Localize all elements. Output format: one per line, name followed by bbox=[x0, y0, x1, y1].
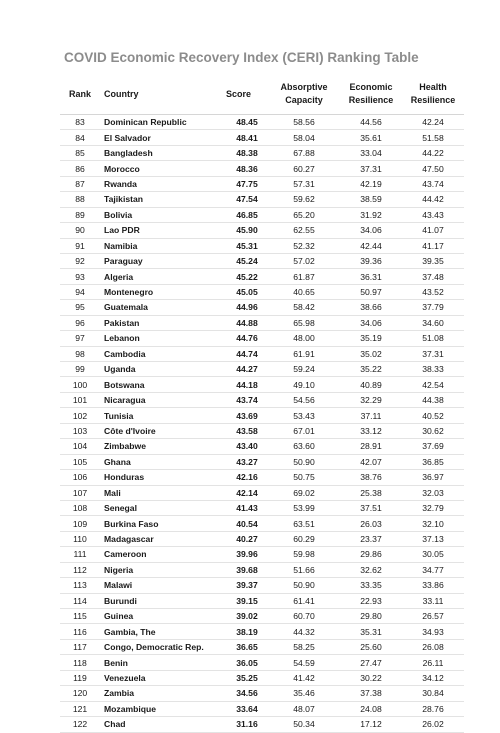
cell-score: 33.64 bbox=[226, 701, 268, 716]
cell-economic-resilience: 37.11 bbox=[340, 408, 402, 423]
cell-country: Côte d'Ivoire bbox=[100, 423, 226, 438]
table-header bbox=[60, 74, 464, 115]
cell-absorptive-capacity: 59.62 bbox=[268, 192, 340, 207]
table-row bbox=[60, 392, 464, 407]
table-row bbox=[60, 284, 464, 299]
cell-absorptive-capacity: 53.43 bbox=[268, 408, 340, 423]
cell-rank: 114 bbox=[60, 593, 100, 608]
cell-absorptive-capacity: 67.88 bbox=[268, 145, 340, 160]
cell-health-resilience: 32.03 bbox=[402, 485, 464, 500]
cell-economic-resilience: 17.12 bbox=[340, 717, 402, 732]
table-row bbox=[60, 346, 464, 361]
table-row bbox=[60, 300, 464, 315]
cell-rank: 120 bbox=[60, 686, 100, 701]
cell-economic-resilience: 33.04 bbox=[340, 145, 402, 160]
cell-health-resilience: 41.07 bbox=[402, 223, 464, 238]
cell-rank: 115 bbox=[60, 609, 100, 624]
cell-score: 39.02 bbox=[226, 609, 268, 624]
cell-economic-resilience: 25.60 bbox=[340, 639, 402, 654]
table-row bbox=[60, 500, 464, 515]
cell-score: 34.56 bbox=[226, 686, 268, 701]
table-row bbox=[60, 253, 464, 268]
cell-health-resilience: 37.69 bbox=[402, 439, 464, 454]
cell-score: 42.16 bbox=[226, 470, 268, 485]
cell-absorptive-capacity: 44.32 bbox=[268, 624, 340, 639]
cell-absorptive-capacity: 40.65 bbox=[268, 284, 340, 299]
cell-country: Ghana bbox=[100, 454, 226, 469]
cell-health-resilience: 51.08 bbox=[402, 331, 464, 346]
cell-health-resilience: 33.86 bbox=[402, 578, 464, 593]
table-row bbox=[60, 331, 464, 346]
cell-country: Dominican Republic bbox=[100, 115, 226, 130]
cell-absorptive-capacity: 60.29 bbox=[268, 531, 340, 546]
table-title: COVID Economic Recovery Index (CERI) Ranking Table bbox=[64, 50, 419, 65]
cell-economic-resilience: 38.66 bbox=[340, 300, 402, 315]
cell-score: 40.54 bbox=[226, 516, 268, 531]
cell-rank: 118 bbox=[60, 655, 100, 670]
cell-score: 48.41 bbox=[226, 130, 268, 145]
cell-absorptive-capacity: 67.01 bbox=[268, 423, 340, 438]
table-row bbox=[60, 377, 464, 392]
cell-country: Morocco bbox=[100, 161, 226, 176]
cell-economic-resilience: 40.89 bbox=[340, 377, 402, 392]
cell-health-resilience: 28.76 bbox=[402, 701, 464, 716]
cell-health-resilience: 42.54 bbox=[402, 377, 464, 392]
cell-country: Bolivia bbox=[100, 207, 226, 222]
cell-absorptive-capacity: 65.20 bbox=[268, 207, 340, 222]
table-row bbox=[60, 238, 464, 253]
cell-absorptive-capacity: 51.66 bbox=[268, 562, 340, 577]
cell-absorptive-capacity: 69.02 bbox=[268, 485, 340, 500]
table-row bbox=[60, 130, 464, 145]
cell-economic-resilience: 26.03 bbox=[340, 516, 402, 531]
cell-economic-resilience: 42.19 bbox=[340, 176, 402, 191]
cell-economic-resilience: 37.38 bbox=[340, 686, 402, 701]
cell-health-resilience: 37.13 bbox=[402, 531, 464, 546]
cell-economic-resilience: 27.47 bbox=[340, 655, 402, 670]
table-row bbox=[60, 315, 464, 330]
cell-score: 39.96 bbox=[226, 547, 268, 562]
cell-rank: 121 bbox=[60, 701, 100, 716]
cell-health-resilience: 38.33 bbox=[402, 362, 464, 377]
cell-health-resilience: 37.79 bbox=[402, 300, 464, 315]
cell-rank: 111 bbox=[60, 547, 100, 562]
cell-economic-resilience: 32.62 bbox=[340, 562, 402, 577]
cell-health-resilience: 42.24 bbox=[402, 115, 464, 130]
cell-rank: 99 bbox=[60, 362, 100, 377]
cell-health-resilience: 34.77 bbox=[402, 562, 464, 577]
table-row bbox=[60, 624, 464, 639]
cell-country: Congo, Democratic Rep. bbox=[100, 639, 226, 654]
cell-country: Bangladesh bbox=[100, 145, 226, 160]
cell-score: 47.54 bbox=[226, 192, 268, 207]
cell-country: Mozambique bbox=[100, 701, 226, 716]
cell-rank: 105 bbox=[60, 454, 100, 469]
table-row bbox=[60, 531, 464, 546]
cell-economic-resilience: 24.08 bbox=[340, 701, 402, 716]
cell-rank: 101 bbox=[60, 392, 100, 407]
cell-health-resilience: 26.08 bbox=[402, 639, 464, 654]
cell-rank: 113 bbox=[60, 578, 100, 593]
cell-rank: 83 bbox=[60, 115, 100, 130]
cell-absorptive-capacity: 62.55 bbox=[268, 223, 340, 238]
cell-absorptive-capacity: 41.42 bbox=[268, 670, 340, 685]
cell-economic-resilience: 34.06 bbox=[340, 315, 402, 330]
table-row bbox=[60, 362, 464, 377]
cell-score: 45.22 bbox=[226, 269, 268, 284]
cell-economic-resilience: 32.29 bbox=[340, 392, 402, 407]
cell-score: 48.38 bbox=[226, 145, 268, 160]
cell-health-resilience: 44.42 bbox=[402, 192, 464, 207]
cell-absorptive-capacity: 50.34 bbox=[268, 717, 340, 732]
cell-rank: 84 bbox=[60, 130, 100, 145]
table-row bbox=[60, 578, 464, 593]
cell-score: 44.74 bbox=[226, 346, 268, 361]
cell-country: Mali bbox=[100, 485, 226, 500]
cell-absorptive-capacity: 49.10 bbox=[268, 377, 340, 392]
cell-economic-resilience: 44.56 bbox=[340, 115, 402, 130]
cell-absorptive-capacity: 48.07 bbox=[268, 701, 340, 716]
cell-absorptive-capacity: 35.46 bbox=[268, 686, 340, 701]
cell-absorptive-capacity: 57.31 bbox=[268, 176, 340, 191]
cell-economic-resilience: 39.36 bbox=[340, 253, 402, 268]
cell-rank: 117 bbox=[60, 639, 100, 654]
cell-economic-resilience: 28.91 bbox=[340, 439, 402, 454]
cell-health-resilience: 26.02 bbox=[402, 717, 464, 732]
table-row bbox=[60, 115, 464, 130]
cell-health-resilience: 51.58 bbox=[402, 130, 464, 145]
cell-health-resilience: 36.85 bbox=[402, 454, 464, 469]
cell-absorptive-capacity: 54.59 bbox=[268, 655, 340, 670]
cell-economic-resilience: 30.22 bbox=[340, 670, 402, 685]
cell-score: 36.05 bbox=[226, 655, 268, 670]
cell-health-resilience: 30.05 bbox=[402, 547, 464, 562]
table-row bbox=[60, 145, 464, 160]
cell-country: Honduras bbox=[100, 470, 226, 485]
cell-country: Lebanon bbox=[100, 331, 226, 346]
cell-score: 45.31 bbox=[226, 238, 268, 253]
cell-health-resilience: 32.10 bbox=[402, 516, 464, 531]
cell-score: 44.76 bbox=[226, 331, 268, 346]
cell-health-resilience: 30.84 bbox=[402, 686, 464, 701]
cell-score: 44.18 bbox=[226, 377, 268, 392]
cell-country: Guinea bbox=[100, 609, 226, 624]
table-row bbox=[60, 223, 464, 238]
cell-country: Pakistan bbox=[100, 315, 226, 330]
table-row bbox=[60, 547, 464, 562]
cell-country: Burundi bbox=[100, 593, 226, 608]
cell-country: Cambodia bbox=[100, 346, 226, 361]
header-country: Country bbox=[100, 74, 226, 115]
cell-rank: 100 bbox=[60, 377, 100, 392]
cell-score: 44.96 bbox=[226, 300, 268, 315]
cell-rank: 110 bbox=[60, 531, 100, 546]
table-row bbox=[60, 269, 464, 284]
cell-economic-resilience: 42.44 bbox=[340, 238, 402, 253]
cell-country: Paraguay bbox=[100, 253, 226, 268]
cell-score: 43.58 bbox=[226, 423, 268, 438]
cell-rank: 122 bbox=[60, 717, 100, 732]
cell-health-resilience: 37.48 bbox=[402, 269, 464, 284]
cell-economic-resilience: 35.31 bbox=[340, 624, 402, 639]
cell-economic-resilience: 35.19 bbox=[340, 331, 402, 346]
cell-economic-resilience: 37.51 bbox=[340, 500, 402, 515]
cell-score: 31.16 bbox=[226, 717, 268, 732]
header-rank: Rank bbox=[60, 74, 100, 115]
cell-absorptive-capacity: 48.00 bbox=[268, 331, 340, 346]
cell-score: 36.65 bbox=[226, 639, 268, 654]
cell-score: 43.69 bbox=[226, 408, 268, 423]
table-row bbox=[60, 717, 464, 732]
cell-health-resilience: 44.22 bbox=[402, 145, 464, 160]
cell-absorptive-capacity: 57.02 bbox=[268, 253, 340, 268]
cell-health-resilience: 44.38 bbox=[402, 392, 464, 407]
cell-country: Nigeria bbox=[100, 562, 226, 577]
cell-country: Benin bbox=[100, 655, 226, 670]
cell-country: Senegal bbox=[100, 500, 226, 515]
cell-country: Montenegro bbox=[100, 284, 226, 299]
cell-absorptive-capacity: 58.56 bbox=[268, 115, 340, 130]
table-row bbox=[60, 609, 464, 624]
cell-country: El Salvador bbox=[100, 130, 226, 145]
header-absorptive-capacity: Absorptive Capacity bbox=[268, 74, 340, 115]
cell-rank: 91 bbox=[60, 238, 100, 253]
header-row bbox=[60, 74, 464, 115]
table-row bbox=[60, 408, 464, 423]
cell-country: Guatemala bbox=[100, 300, 226, 315]
cell-score: 43.74 bbox=[226, 392, 268, 407]
cell-country: Rwanda bbox=[100, 176, 226, 191]
cell-health-resilience: 30.62 bbox=[402, 423, 464, 438]
cell-absorptive-capacity: 60.27 bbox=[268, 161, 340, 176]
cell-country: Cameroon bbox=[100, 547, 226, 562]
cell-health-resilience: 37.31 bbox=[402, 346, 464, 361]
cell-rank: 94 bbox=[60, 284, 100, 299]
cell-health-resilience: 34.60 bbox=[402, 315, 464, 330]
cell-score: 41.43 bbox=[226, 500, 268, 515]
cell-score: 48.36 bbox=[226, 161, 268, 176]
cell-economic-resilience: 33.12 bbox=[340, 423, 402, 438]
cell-economic-resilience: 37.31 bbox=[340, 161, 402, 176]
cell-economic-resilience: 34.06 bbox=[340, 223, 402, 238]
cell-economic-resilience: 29.80 bbox=[340, 609, 402, 624]
cell-absorptive-capacity: 61.91 bbox=[268, 346, 340, 361]
cell-rank: 85 bbox=[60, 145, 100, 160]
cell-rank: 107 bbox=[60, 485, 100, 500]
cell-score: 39.37 bbox=[226, 578, 268, 593]
cell-rank: 109 bbox=[60, 516, 100, 531]
table-row bbox=[60, 176, 464, 191]
cell-health-resilience: 41.17 bbox=[402, 238, 464, 253]
table-row bbox=[60, 701, 464, 716]
cell-health-resilience: 34.12 bbox=[402, 670, 464, 685]
cell-economic-resilience: 35.22 bbox=[340, 362, 402, 377]
cell-health-resilience: 26.11 bbox=[402, 655, 464, 670]
cell-score: 44.88 bbox=[226, 315, 268, 330]
table-row bbox=[60, 686, 464, 701]
cell-economic-resilience: 25.38 bbox=[340, 485, 402, 500]
cell-rank: 98 bbox=[60, 346, 100, 361]
cell-absorptive-capacity: 59.98 bbox=[268, 547, 340, 562]
cell-rank: 90 bbox=[60, 223, 100, 238]
cell-rank: 86 bbox=[60, 161, 100, 176]
cell-country: Zimbabwe bbox=[100, 439, 226, 454]
cell-rank: 108 bbox=[60, 500, 100, 515]
cell-health-resilience: 40.52 bbox=[402, 408, 464, 423]
cell-absorptive-capacity: 52.32 bbox=[268, 238, 340, 253]
cell-rank: 87 bbox=[60, 176, 100, 191]
cell-score: 44.27 bbox=[226, 362, 268, 377]
table-row bbox=[60, 423, 464, 438]
cell-health-resilience: 34.93 bbox=[402, 624, 464, 639]
table-row bbox=[60, 454, 464, 469]
cell-rank: 119 bbox=[60, 670, 100, 685]
cell-country: Zambia bbox=[100, 686, 226, 701]
header-score: Score bbox=[226, 74, 268, 115]
cell-country: Madagascar bbox=[100, 531, 226, 546]
table-row bbox=[60, 670, 464, 685]
cell-country: Botswana bbox=[100, 377, 226, 392]
cell-country: Malawi bbox=[100, 578, 226, 593]
cell-country: Nicaragua bbox=[100, 392, 226, 407]
cell-score: 46.85 bbox=[226, 207, 268, 222]
cell-health-resilience: 33.11 bbox=[402, 593, 464, 608]
cell-economic-resilience: 23.37 bbox=[340, 531, 402, 546]
cell-absorptive-capacity: 58.04 bbox=[268, 130, 340, 145]
cell-score: 45.05 bbox=[226, 284, 268, 299]
cell-absorptive-capacity: 58.42 bbox=[268, 300, 340, 315]
cell-absorptive-capacity: 58.25 bbox=[268, 639, 340, 654]
cell-absorptive-capacity: 60.70 bbox=[268, 609, 340, 624]
cell-absorptive-capacity: 54.56 bbox=[268, 392, 340, 407]
cell-health-resilience: 32.79 bbox=[402, 500, 464, 515]
cell-country: Lao PDR bbox=[100, 223, 226, 238]
cell-economic-resilience: 42.07 bbox=[340, 454, 402, 469]
table-row bbox=[60, 161, 464, 176]
cell-absorptive-capacity: 50.90 bbox=[268, 578, 340, 593]
table-row bbox=[60, 593, 464, 608]
cell-rank: 93 bbox=[60, 269, 100, 284]
cell-health-resilience: 39.35 bbox=[402, 253, 464, 268]
table-row bbox=[60, 639, 464, 654]
cell-score: 43.40 bbox=[226, 439, 268, 454]
cell-rank: 95 bbox=[60, 300, 100, 315]
cell-economic-resilience: 38.59 bbox=[340, 192, 402, 207]
cell-absorptive-capacity: 50.90 bbox=[268, 454, 340, 469]
cell-economic-resilience: 35.61 bbox=[340, 130, 402, 145]
table-row bbox=[60, 470, 464, 485]
cell-health-resilience: 43.43 bbox=[402, 207, 464, 222]
cell-country: Namibia bbox=[100, 238, 226, 253]
cell-country: Venezuela bbox=[100, 670, 226, 685]
cell-health-resilience: 43.74 bbox=[402, 176, 464, 191]
cell-country: Tunisia bbox=[100, 408, 226, 423]
ceri-ranking-table bbox=[60, 74, 464, 733]
table-row bbox=[60, 485, 464, 500]
header-economic-resilience: Economic Resilience bbox=[340, 74, 402, 115]
table-row bbox=[60, 655, 464, 670]
cell-absorptive-capacity: 63.60 bbox=[268, 439, 340, 454]
cell-score: 42.14 bbox=[226, 485, 268, 500]
cell-economic-resilience: 22.93 bbox=[340, 593, 402, 608]
cell-economic-resilience: 29.86 bbox=[340, 547, 402, 562]
cell-absorptive-capacity: 59.24 bbox=[268, 362, 340, 377]
table-body bbox=[60, 115, 464, 733]
cell-country: Chad bbox=[100, 717, 226, 732]
cell-score: 39.68 bbox=[226, 562, 268, 577]
cell-score: 38.19 bbox=[226, 624, 268, 639]
cell-health-resilience: 36.97 bbox=[402, 470, 464, 485]
cell-rank: 104 bbox=[60, 439, 100, 454]
table-row bbox=[60, 562, 464, 577]
cell-economic-resilience: 50.97 bbox=[340, 284, 402, 299]
cell-economic-resilience: 33.35 bbox=[340, 578, 402, 593]
cell-score: 45.24 bbox=[226, 253, 268, 268]
cell-economic-resilience: 35.02 bbox=[340, 346, 402, 361]
cell-rank: 112 bbox=[60, 562, 100, 577]
cell-country: Tajikistan bbox=[100, 192, 226, 207]
cell-country: Burkina Faso bbox=[100, 516, 226, 531]
cell-rank: 89 bbox=[60, 207, 100, 222]
cell-health-resilience: 26.57 bbox=[402, 609, 464, 624]
table-row bbox=[60, 207, 464, 222]
cell-absorptive-capacity: 61.41 bbox=[268, 593, 340, 608]
cell-rank: 102 bbox=[60, 408, 100, 423]
cell-economic-resilience: 31.92 bbox=[340, 207, 402, 222]
cell-economic-resilience: 36.31 bbox=[340, 269, 402, 284]
header-health-resilience: Health Resilience bbox=[402, 74, 464, 115]
cell-health-resilience: 43.52 bbox=[402, 284, 464, 299]
cell-score: 48.45 bbox=[226, 115, 268, 130]
cell-rank: 106 bbox=[60, 470, 100, 485]
cell-rank: 92 bbox=[60, 253, 100, 268]
cell-country: Gambia, The bbox=[100, 624, 226, 639]
table-row bbox=[60, 192, 464, 207]
cell-absorptive-capacity: 50.75 bbox=[268, 470, 340, 485]
cell-absorptive-capacity: 65.98 bbox=[268, 315, 340, 330]
cell-score: 45.90 bbox=[226, 223, 268, 238]
cell-absorptive-capacity: 53.99 bbox=[268, 500, 340, 515]
cell-health-resilience: 47.50 bbox=[402, 161, 464, 176]
cell-rank: 103 bbox=[60, 423, 100, 438]
cell-absorptive-capacity: 61.87 bbox=[268, 269, 340, 284]
table-row bbox=[60, 516, 464, 531]
cell-country: Algeria bbox=[100, 269, 226, 284]
cell-score: 39.15 bbox=[226, 593, 268, 608]
cell-score: 40.27 bbox=[226, 531, 268, 546]
table-row bbox=[60, 439, 464, 454]
cell-rank: 88 bbox=[60, 192, 100, 207]
cell-score: 47.75 bbox=[226, 176, 268, 191]
cell-rank: 97 bbox=[60, 331, 100, 346]
cell-economic-resilience: 38.76 bbox=[340, 470, 402, 485]
cell-score: 43.27 bbox=[226, 454, 268, 469]
cell-country: Uganda bbox=[100, 362, 226, 377]
cell-rank: 96 bbox=[60, 315, 100, 330]
cell-absorptive-capacity: 63.51 bbox=[268, 516, 340, 531]
cell-score: 35.25 bbox=[226, 670, 268, 685]
cell-rank: 116 bbox=[60, 624, 100, 639]
